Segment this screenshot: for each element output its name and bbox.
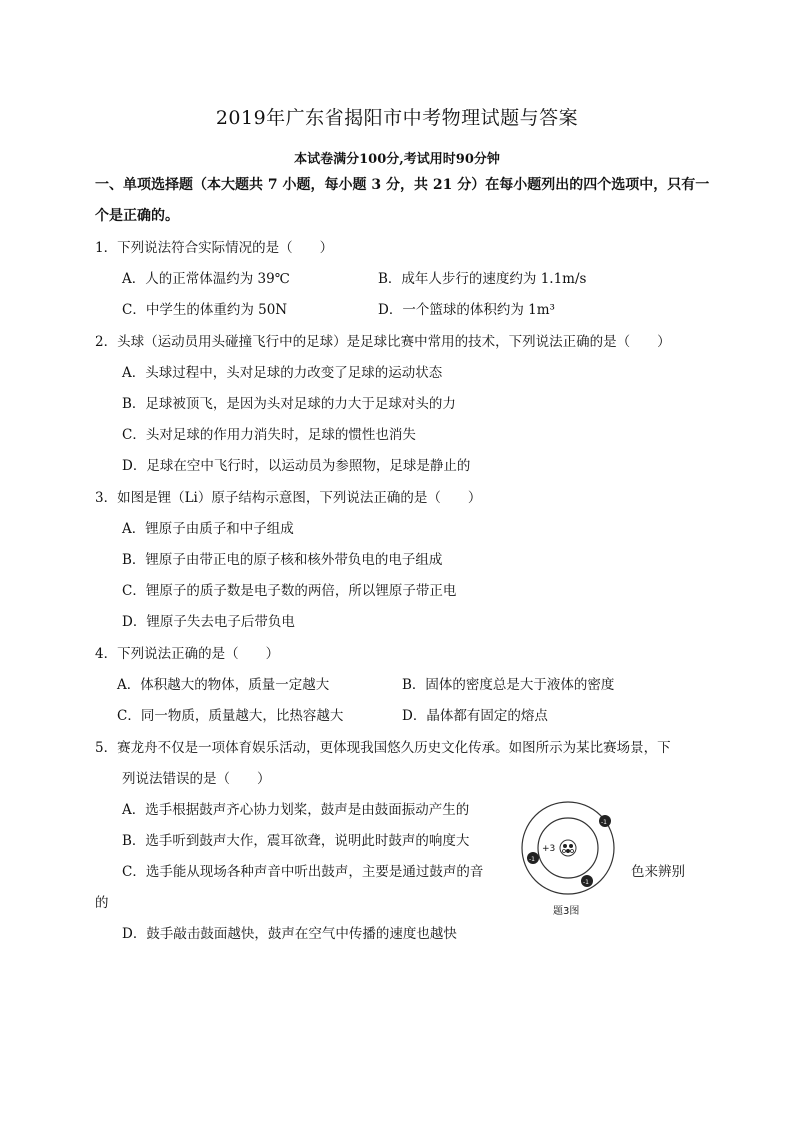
question-2-option-a: A．头球过程中，头对足球的力改变了足球的运动状态 bbox=[122, 365, 443, 381]
nucleus bbox=[560, 840, 576, 856]
question-1-option-c: C．中学生的体重约为 50N bbox=[122, 302, 288, 318]
nucleus-particle bbox=[569, 844, 573, 848]
question-5-option-b: B．选手听到鼓声大作，震耳欲聋，说明此时鼓声的响度大 bbox=[122, 833, 470, 849]
question-5-stem: 5．赛龙舟不仅是一项体育娱乐活动，更体现我国悠久历史文化传承。如图所示为某比赛场景，下 bbox=[95, 740, 671, 756]
question-4-option-d: D．晶体都有固定的熔点 bbox=[402, 708, 548, 724]
question-4-option-a: A．体积越大的物体，质量一定越大 bbox=[117, 677, 330, 693]
electron-charge-label: -1 bbox=[601, 819, 607, 826]
question-5-option-d: D．鼓手敲击鼓面越快，鼓声在空气中传播的速度也越快 bbox=[122, 926, 457, 942]
nucleus-particle bbox=[566, 849, 570, 853]
question-5-stem-cont: 列说法错误的是（ ） bbox=[122, 771, 271, 787]
question-3-option-b: B．锂原子由带正电的原子核和核外带负电的电子组成 bbox=[122, 552, 443, 568]
question-2-option-c: C．头对足球的作用力消失时，足球的惯性也消失 bbox=[122, 427, 416, 443]
question-1-option-b: B．成年人步行的速度约为 1.1m/s bbox=[378, 271, 587, 287]
question-5-option-c-tail: 色来辨别 bbox=[631, 864, 685, 880]
question-2-stem: 2．头球（运动员用头碰撞飞行中的足球）是足球比赛中常用的技术，下列说法正确的是（ ） bbox=[95, 334, 671, 350]
question-1-option-a: A．人的正常体温约为 39℃ bbox=[122, 271, 290, 287]
electron-charge-label: -1 bbox=[529, 856, 535, 863]
question-5-option-c: C．选手能从现场各种声音中听出鼓声，主要是通过鼓声的音 bbox=[122, 864, 484, 880]
question-3-option-c: C．锂原子的质子数是电子数的两倍，所以锂原子带正电 bbox=[122, 583, 457, 599]
figure-caption: 题3图 bbox=[553, 906, 580, 917]
question-2-option-d: D．足球在空中飞行时，以运动员为参照物，足球是静止的 bbox=[122, 458, 471, 474]
exam-info: 本试卷满分100分,考试用时90分钟 bbox=[294, 152, 500, 167]
question-3-option-a: A．锂原子由质子和中子组成 bbox=[122, 521, 294, 537]
nucleus-particle bbox=[563, 850, 566, 853]
question-4-stem: 4．下列说法正确的是（ ） bbox=[95, 646, 280, 662]
question-4-option-b: B．固体的密度总是大于液体的密度 bbox=[402, 677, 615, 693]
lithium-atom-figure bbox=[513, 800, 627, 920]
electron-charge-label: -1 bbox=[583, 879, 589, 886]
page-title: 2019年广东省揭阳市中考物理试题与答案 bbox=[215, 107, 579, 129]
section-heading-cont: 个是正确的。 bbox=[95, 208, 179, 224]
question-4-option-c: C．同一物质，质量越大，比热容越大 bbox=[117, 708, 344, 724]
question-5-option-a: A．选手根据鼓声齐心协力划桨，鼓声是由鼓面振动产生的 bbox=[122, 802, 470, 818]
question-5-option-c-wrap: 的 bbox=[95, 895, 109, 911]
question-3-stem: 3．如图是锂（Li）原子结构示意图，下列说法正确的是（ ） bbox=[95, 490, 482, 506]
nucleus-charge-label: +3 bbox=[542, 844, 556, 854]
question-1-option-d: D．一个篮球的体积约为 1m³ bbox=[378, 302, 555, 318]
section-heading: 一、单项选择题（本大题共 7 小题，每小题 3 分，共 21 分）在每小题列出的四个选项中，只有一 bbox=[95, 177, 710, 193]
atom-diagram bbox=[513, 800, 627, 920]
nucleus-particle bbox=[563, 844, 567, 848]
nucleus-particle bbox=[571, 850, 574, 853]
question-1-stem: 1．下列说法符合实际情况的是（ ） bbox=[95, 240, 334, 256]
question-2-option-b: B．足球被顶飞，是因为头对足球的力大于足球对头的力 bbox=[122, 396, 456, 412]
question-3-option-d: D．锂原子失去电子后带负电 bbox=[122, 614, 295, 630]
